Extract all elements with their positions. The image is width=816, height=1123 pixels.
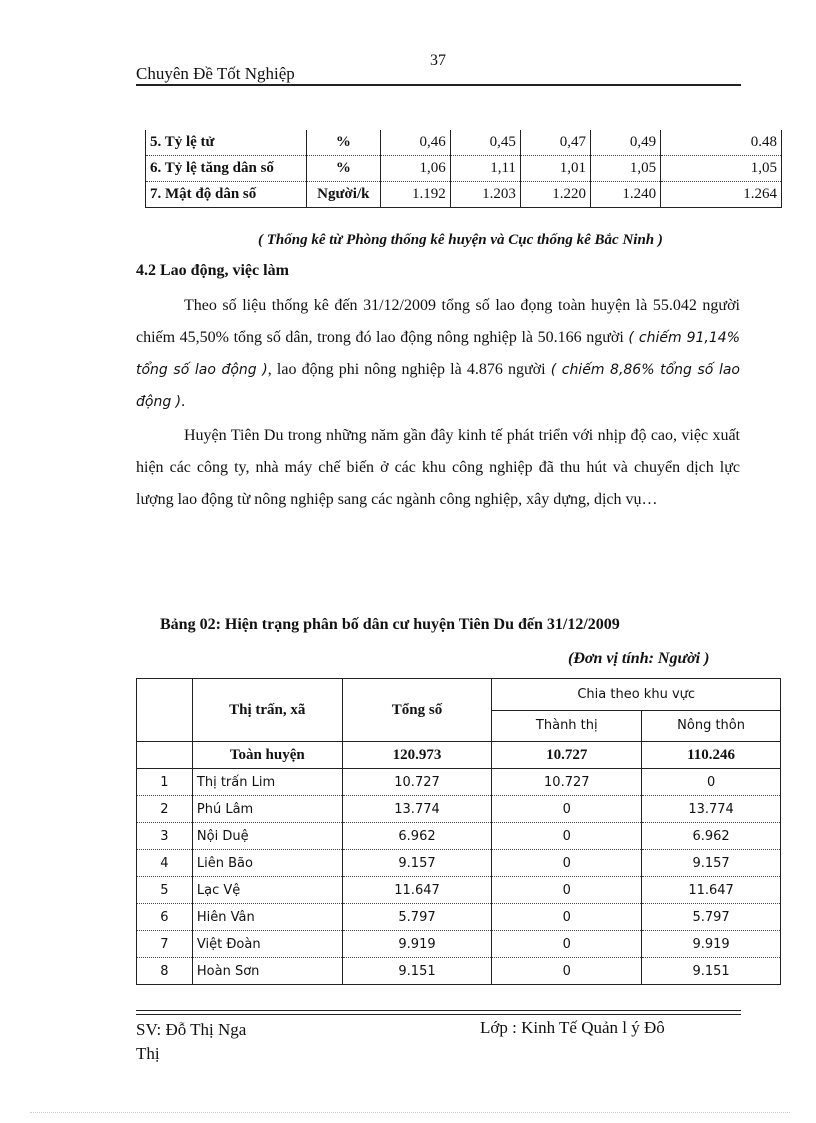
table-row [137, 850, 781, 877]
cell-value: 0,46 [380, 130, 450, 156]
section-heading: 4.2 Lao động, việc làm [136, 262, 289, 279]
para-text: , lao động phi nông nghiệp là 4.876 người [267, 361, 551, 378]
paragraph-labor [136, 290, 740, 418]
cell-urban: 10.727 [492, 769, 642, 796]
source-note: ( Thống kê từ Phòng thống kê huyện và Cục thống kê Bắc Ninh ) [258, 232, 663, 248]
cell-value: 1.240 [591, 182, 661, 208]
cell-no: 3 [137, 823, 193, 850]
footer-student-name: SV: Đỗ Thị Nga [136, 1020, 247, 1039]
table-row [146, 182, 782, 208]
table-row [137, 823, 781, 850]
cell-name: Lạc Vệ [192, 877, 342, 904]
cell-total: 9.157 [342, 850, 492, 877]
cell-no [137, 742, 193, 769]
cell-name: Việt Đoàn [192, 931, 342, 958]
cell-no: 7 [137, 931, 193, 958]
row-unit: Người/k [307, 182, 381, 208]
cell-rural: 110.246 [642, 742, 781, 769]
cell-value: 1,06 [380, 156, 450, 182]
footer-rule [136, 1010, 741, 1015]
cell-total: 10.727 [342, 769, 492, 796]
cell-value: 1,11 [450, 156, 520, 182]
cell-urban: 0 [492, 850, 642, 877]
stats-table [145, 130, 782, 208]
cell-value: 0,49 [591, 130, 661, 156]
table-row [137, 769, 781, 796]
header-by-area: Chia theo khu vực [492, 679, 781, 711]
table-row [146, 156, 782, 182]
header-commune: Thị trấn, xã [192, 679, 342, 742]
cell-rural: 0 [642, 769, 781, 796]
cell-total: 9.919 [342, 931, 492, 958]
cell-urban: 0 [492, 904, 642, 931]
cell-name: Thị trấn Lim [192, 769, 342, 796]
header-rule [136, 84, 741, 86]
cell-no: 6 [137, 904, 193, 931]
table-header-row [137, 679, 781, 711]
table-row [137, 931, 781, 958]
cell-value: 1,01 [520, 156, 590, 182]
cell-name: Hiên Vân [192, 904, 342, 931]
cell-rural: 9.919 [642, 931, 781, 958]
row-label: 7. Mật độ dân số [146, 182, 307, 208]
cell-value: 1.203 [450, 182, 520, 208]
cell-rural: 6.962 [642, 823, 781, 850]
row-unit: % [307, 130, 381, 156]
header-total: Tổng số [342, 679, 492, 742]
row-label: 6. Tỷ lệ tăng dân số [146, 156, 307, 182]
cell-value: 1.264 [661, 182, 782, 208]
table-unit-note: (Đơn vị tính: Người ) [568, 650, 710, 667]
cell-rural: 9.157 [642, 850, 781, 877]
cell-no: 4 [137, 850, 193, 877]
cell-total: 11.647 [342, 877, 492, 904]
cell-name: Hoàn Sơn [192, 958, 342, 985]
cell-name: Nội Duệ [192, 823, 342, 850]
cell-no: 5 [137, 877, 193, 904]
cell-name: Phú Lâm [192, 796, 342, 823]
page-number: 37 [430, 52, 446, 69]
paragraph-economy [136, 420, 740, 516]
cell-value: 1,05 [591, 156, 661, 182]
cell-rural: 13.774 [642, 796, 781, 823]
cell-rural: 5.797 [642, 904, 781, 931]
population-table [136, 678, 781, 985]
table-row [137, 877, 781, 904]
cell-name: Liên Bão [192, 850, 342, 877]
table-total-row [137, 742, 781, 769]
cell-urban: 0 [492, 823, 642, 850]
cell-value: 1,05 [661, 156, 782, 182]
table-title: Bảng 02: Hiện trạng phân bố dân cư huyện Tiên Du đến 31/12/2009 [160, 616, 620, 633]
cell-no: 8 [137, 958, 193, 985]
header-urban: Thành thị [492, 710, 642, 742]
cell-urban: 0 [492, 877, 642, 904]
cell-urban: 10.727 [492, 742, 642, 769]
cell-total: 6.962 [342, 823, 492, 850]
cell-rural: 11.647 [642, 877, 781, 904]
cell-urban: 0 [492, 796, 642, 823]
cell-no: 1 [137, 769, 193, 796]
table-row [137, 796, 781, 823]
header-rural: Nông thôn [642, 710, 781, 742]
cell-value: 0,47 [520, 130, 590, 156]
header-title: Chuyên Đề Tốt Nghiệp [136, 64, 295, 83]
cell-value: 1.220 [520, 182, 590, 208]
cell-urban: 0 [492, 958, 642, 985]
footer-class: Lớp : Kinh Tế Quản l ý Đô [480, 1018, 665, 1037]
footer-wrap-text: Thị [136, 1044, 160, 1063]
table-row [137, 904, 781, 931]
cell-urban: 0 [492, 931, 642, 958]
table-row [146, 130, 782, 156]
cell-total: 120.973 [342, 742, 492, 769]
para-text: Theo số liệu thống kê đến 31/12/2009 tổng số lao đọng toàn huyện là 55.042 người chiếm 45,50% tổng số dân, trong đó lao động nông nghiệp là 50.166 người [136, 297, 740, 346]
page-bottom-divider [30, 1112, 790, 1113]
cell-value: 0,45 [450, 130, 520, 156]
table-row [137, 958, 781, 985]
para-italic-note: ( chiếm 91,14% tổng số lao động ) [136, 330, 740, 378]
para-text: Huyện Tiên Du trong những năm gần đây kinh tế phát triển với nhịp độ cao, việc xuất hiện các công ty, nhà máy chế biến ở các khu công nghiệp đã thu hút và chuyển dịch lực lượng lao động từ nông nghiệp sang các ngành công nghiệp, xây dựng, dịch vụ… [136, 427, 740, 508]
cell-rural: 9.151 [642, 958, 781, 985]
cell-total: 13.774 [342, 796, 492, 823]
header-no [137, 679, 193, 742]
cell-value: 0.48 [661, 130, 782, 156]
cell-no: 2 [137, 796, 193, 823]
row-label: 5. Tỷ lệ tử [146, 130, 307, 156]
row-unit: % [307, 156, 381, 182]
cell-total: 9.151 [342, 958, 492, 985]
cell-name: Toàn huyện [192, 742, 342, 769]
footer-student [136, 1018, 456, 1066]
cell-total: 5.797 [342, 904, 492, 931]
para-italic-note: ( chiếm 8,86% tổng số lao động ) [136, 362, 740, 410]
cell-value: 1.192 [380, 182, 450, 208]
para-text: . [181, 393, 186, 410]
